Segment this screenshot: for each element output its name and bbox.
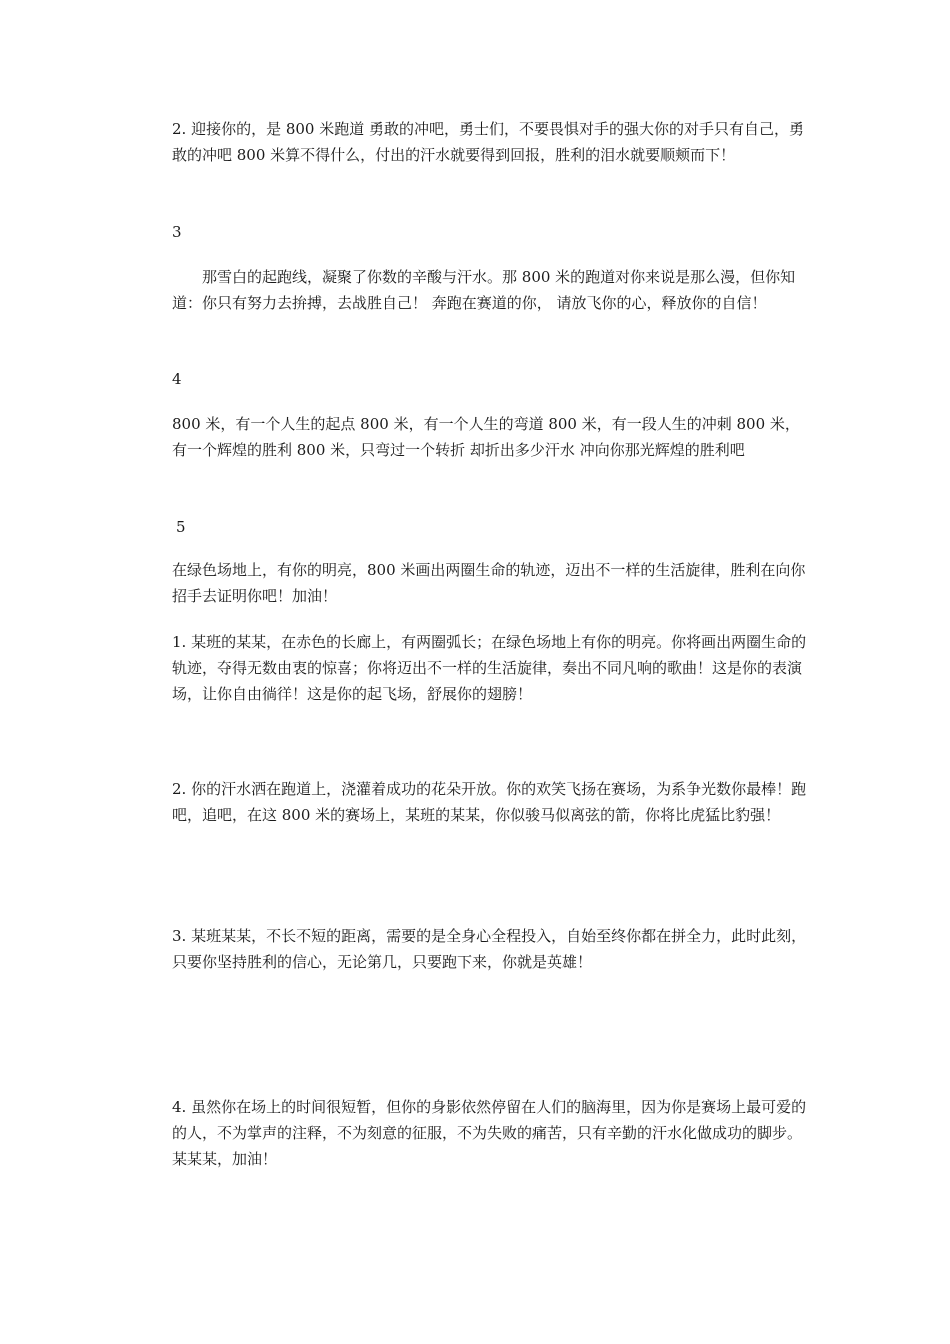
section-number-4: 4 — [172, 370, 182, 388]
paragraph-3: 那雪白的起跑线，凝聚了你数的辛酸与汗水。那 800 米的跑道对你来说是那么漫，但你知道：你只有努力去拚搏，去战胜自己！ 奔跑在赛道的你， 请放飞你的心，释放你的自信！ — [172, 268, 796, 312]
section-number-3: 3 — [172, 223, 182, 241]
paragraph-4: 800 米，有一个人生的起点 800 米，有一个人生的弯道 800 米，有一段人生的冲刺 800 米，有一个辉煌的胜利 800 米，只弯过一个转折 却折出多少汗水 冲向你那光辉煌的胜利吧 — [172, 415, 800, 459]
cheer-item-3: 3. 某班某某，不长不短的距离，需要的是全身心全程投入，自始至终你都在拼全力，此时此刻，只要你坚持胜利的信心，无论第几，只要跑下来，你就是英雄！ — [172, 927, 807, 971]
paragraph-2-top: 2. 迎接你的，是 800 米跑道 勇敢的冲吧，勇士们，不要畏惧对手的强大你的对手只有自己，勇敢的冲吧 800 米算不得什么，付出的汗水就要得到回报，胜利的泪水就要顺颊而下！ — [172, 120, 805, 164]
section-number-5: 5 — [176, 518, 186, 536]
paragraph-5: 在绿色场地上，有你的明亮，800 米画出两圈生命的轨迹，迈出不一样的生活旋律，胜利在向你招手去证明你吧！加油！ — [172, 561, 806, 605]
cheer-item-1: 1. 某班的某某，在赤色的长廊上，有两圈弧长；在绿色场地上有你的明亮。你将画出两圈生命的轨迹，夺得无数由衷的惊喜；你将迈出不一样的生活旋律，奏出不同凡响的歌曲！这是你的表演场，让你自由徜徉！这是你的起飞场，舒展你的翅膀！ — [172, 633, 807, 703]
cheer-item-2: 2. 你的汗水洒在跑道上，浇灌着成功的花朵开放。你的欢笑飞扬在赛场，为系争光数你最棒！跑吧，追吧，在这 800 米的赛场上，某班的某某，你似骏马似离弦的箭，你将比虎猛比豹强！ — [172, 780, 807, 824]
cheer-item-4: 4. 虽然你在场上的时间很短暂，但你的身影依然停留在人们的脑海里，因为你是赛场上最可爱的的人，不为掌声的注释，不为刻意的征服，不为失败的痛苦，只有辛勤的汗水化做成功的脚步。某某某，加油！ — [172, 1098, 807, 1168]
